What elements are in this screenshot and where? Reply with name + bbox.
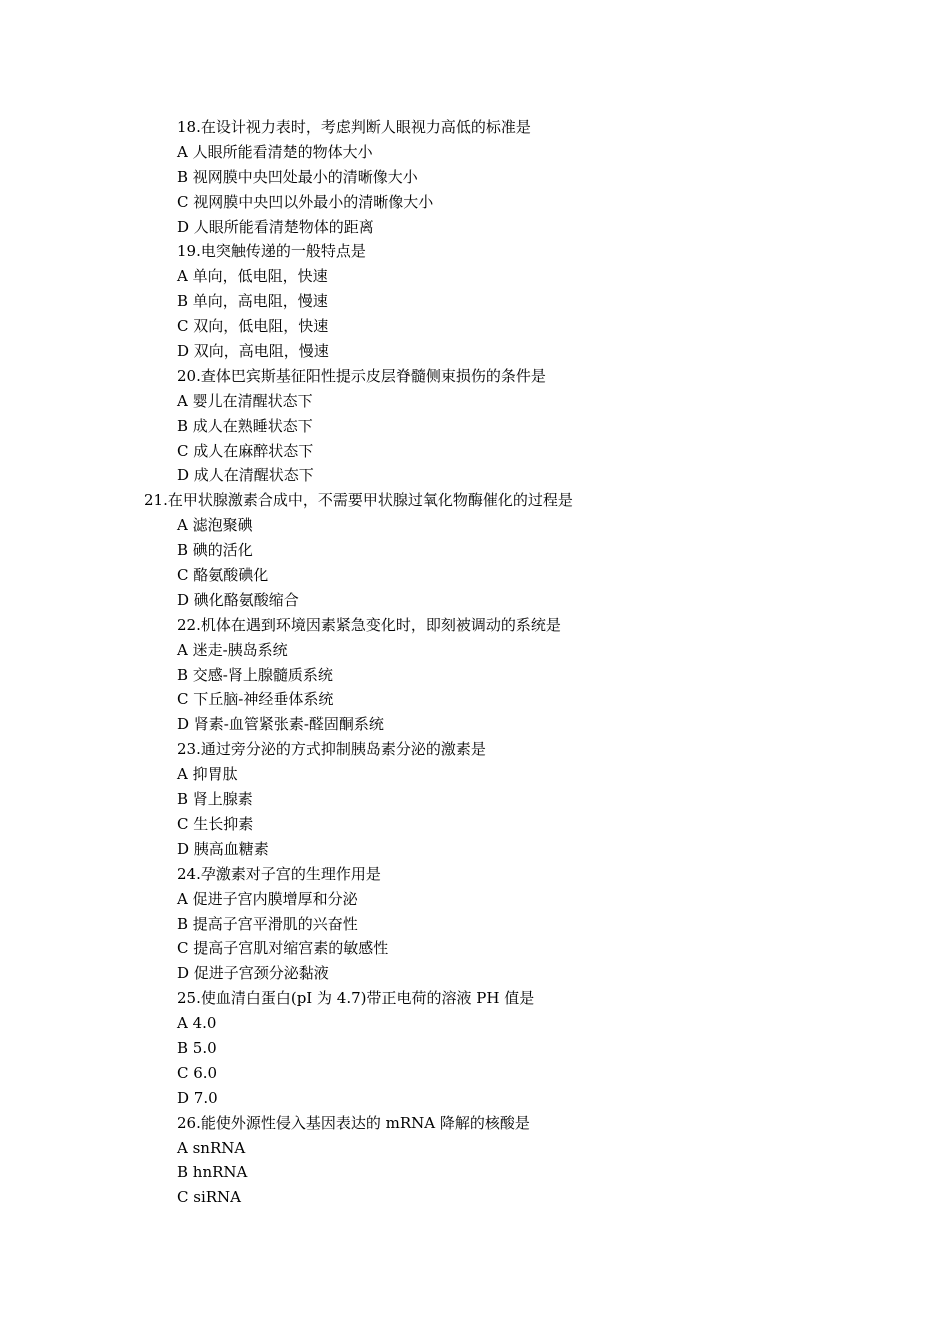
question-22-option-a: A 迷走-胰岛系统 (177, 640, 288, 659)
question-22-stem: 22.机体在遇到环境因素紧急变化时，即刻被调动的系统是 (177, 615, 561, 634)
question-18-option-a: A 人眼所能看清楚的物体大小 (177, 142, 373, 161)
question-23-stem: 23.通过旁分泌的方式抑制胰岛素分泌的激素是 (177, 740, 486, 759)
question-26-option-b: B hnRNA (177, 1163, 248, 1182)
question-25-stem: 25.使血清白蛋白(pI 为 4.7)带正电荷的溶液 PH 值是 (177, 989, 535, 1008)
question-19-stem: 19.电突触传递的一般特点是 (177, 242, 366, 261)
question-23-option-d: D 胰高血糖素 (177, 839, 269, 858)
question-24-option-d: D 促进子宫颈分泌黏液 (177, 964, 329, 983)
question-24-option-c: C 提高子宫肌对缩宫素的敏感性 (177, 939, 389, 958)
question-23-option-b: B 肾上腺素 (177, 790, 253, 809)
question-18-option-b: B 视网膜中央凹处最小的清晰像大小 (177, 167, 418, 186)
question-19-option-a: A 单向，低电阻，快速 (177, 267, 328, 286)
question-25-option-b: B 5.0 (177, 1038, 217, 1057)
question-21-option-a: A 滤泡聚碘 (177, 516, 253, 535)
question-18-option-c: C 视网膜中央凹以外最小的清晰像大小 (177, 192, 434, 211)
question-19-option-b: B 单向，高电阻，慢速 (177, 292, 328, 311)
question-23-option-a: A 抑胃肽 (177, 765, 238, 784)
question-23-option-c: C 生长抑素 (177, 814, 254, 833)
question-22-option-c: C 下丘脑-神经垂体系统 (177, 690, 334, 709)
question-21-option-b: B 碘的活化 (177, 541, 253, 560)
question-22-option-b: B 交感-肾上腺髓质系统 (177, 665, 333, 684)
question-25-option-a: A 4.0 (177, 1014, 217, 1033)
question-20-option-c: C 成人在麻醉状态下 (177, 441, 314, 460)
question-24-option-b: B 提高子宫平滑肌的兴奋性 (177, 914, 358, 933)
question-24-stem: 24.孕激素对子宫的生理作用是 (177, 864, 381, 883)
question-19-option-d: D 双向，高电阻，慢速 (177, 342, 329, 361)
question-26-option-c: C siRNA (177, 1188, 241, 1207)
question-18-option-d: D 人眼所能看清楚物体的距离 (177, 217, 374, 236)
question-18-stem: 18.在设计视力表时，考虑判断人眼视力高低的标准是 (177, 118, 531, 136)
question-20-stem: 20.查体巴宾斯基征阳性提示皮层脊髓侧束损伤的条件是 (177, 366, 546, 385)
question-20-option-b: B 成人在熟睡状态下 (177, 416, 313, 435)
question-21-option-c: C 酪氨酸碘化 (177, 566, 269, 585)
question-19-option-c: C 双向，低电阻，快速 (177, 317, 329, 336)
question-20-option-a: A 婴儿在清醒状态下 (177, 391, 313, 410)
document-page (0, 115, 950, 1210)
question-22-option-d: D 肾素-血管紧张素-醛固酮系统 (177, 715, 384, 734)
question-21-stem: 21.在甲状腺激素合成中，不需要甲状腺过氧化物酶催化的过程是 (144, 491, 573, 510)
question-24-option-a: A 促进子宫内膜增厚和分泌 (177, 889, 358, 908)
question-25-option-d: D 7.0 (177, 1088, 218, 1107)
question-21-option-d: D 碘化酪氨酸缩合 (177, 590, 299, 609)
question-20-option-d: D 成人在清醒状态下 (177, 466, 314, 485)
question-26-stem: 26.能使外源性侵入基因表达的 mRNA 降解的核酸是 (177, 1113, 530, 1132)
question-25-option-c: C 6.0 (177, 1063, 218, 1082)
question-26-option-a: A snRNA (177, 1138, 246, 1157)
